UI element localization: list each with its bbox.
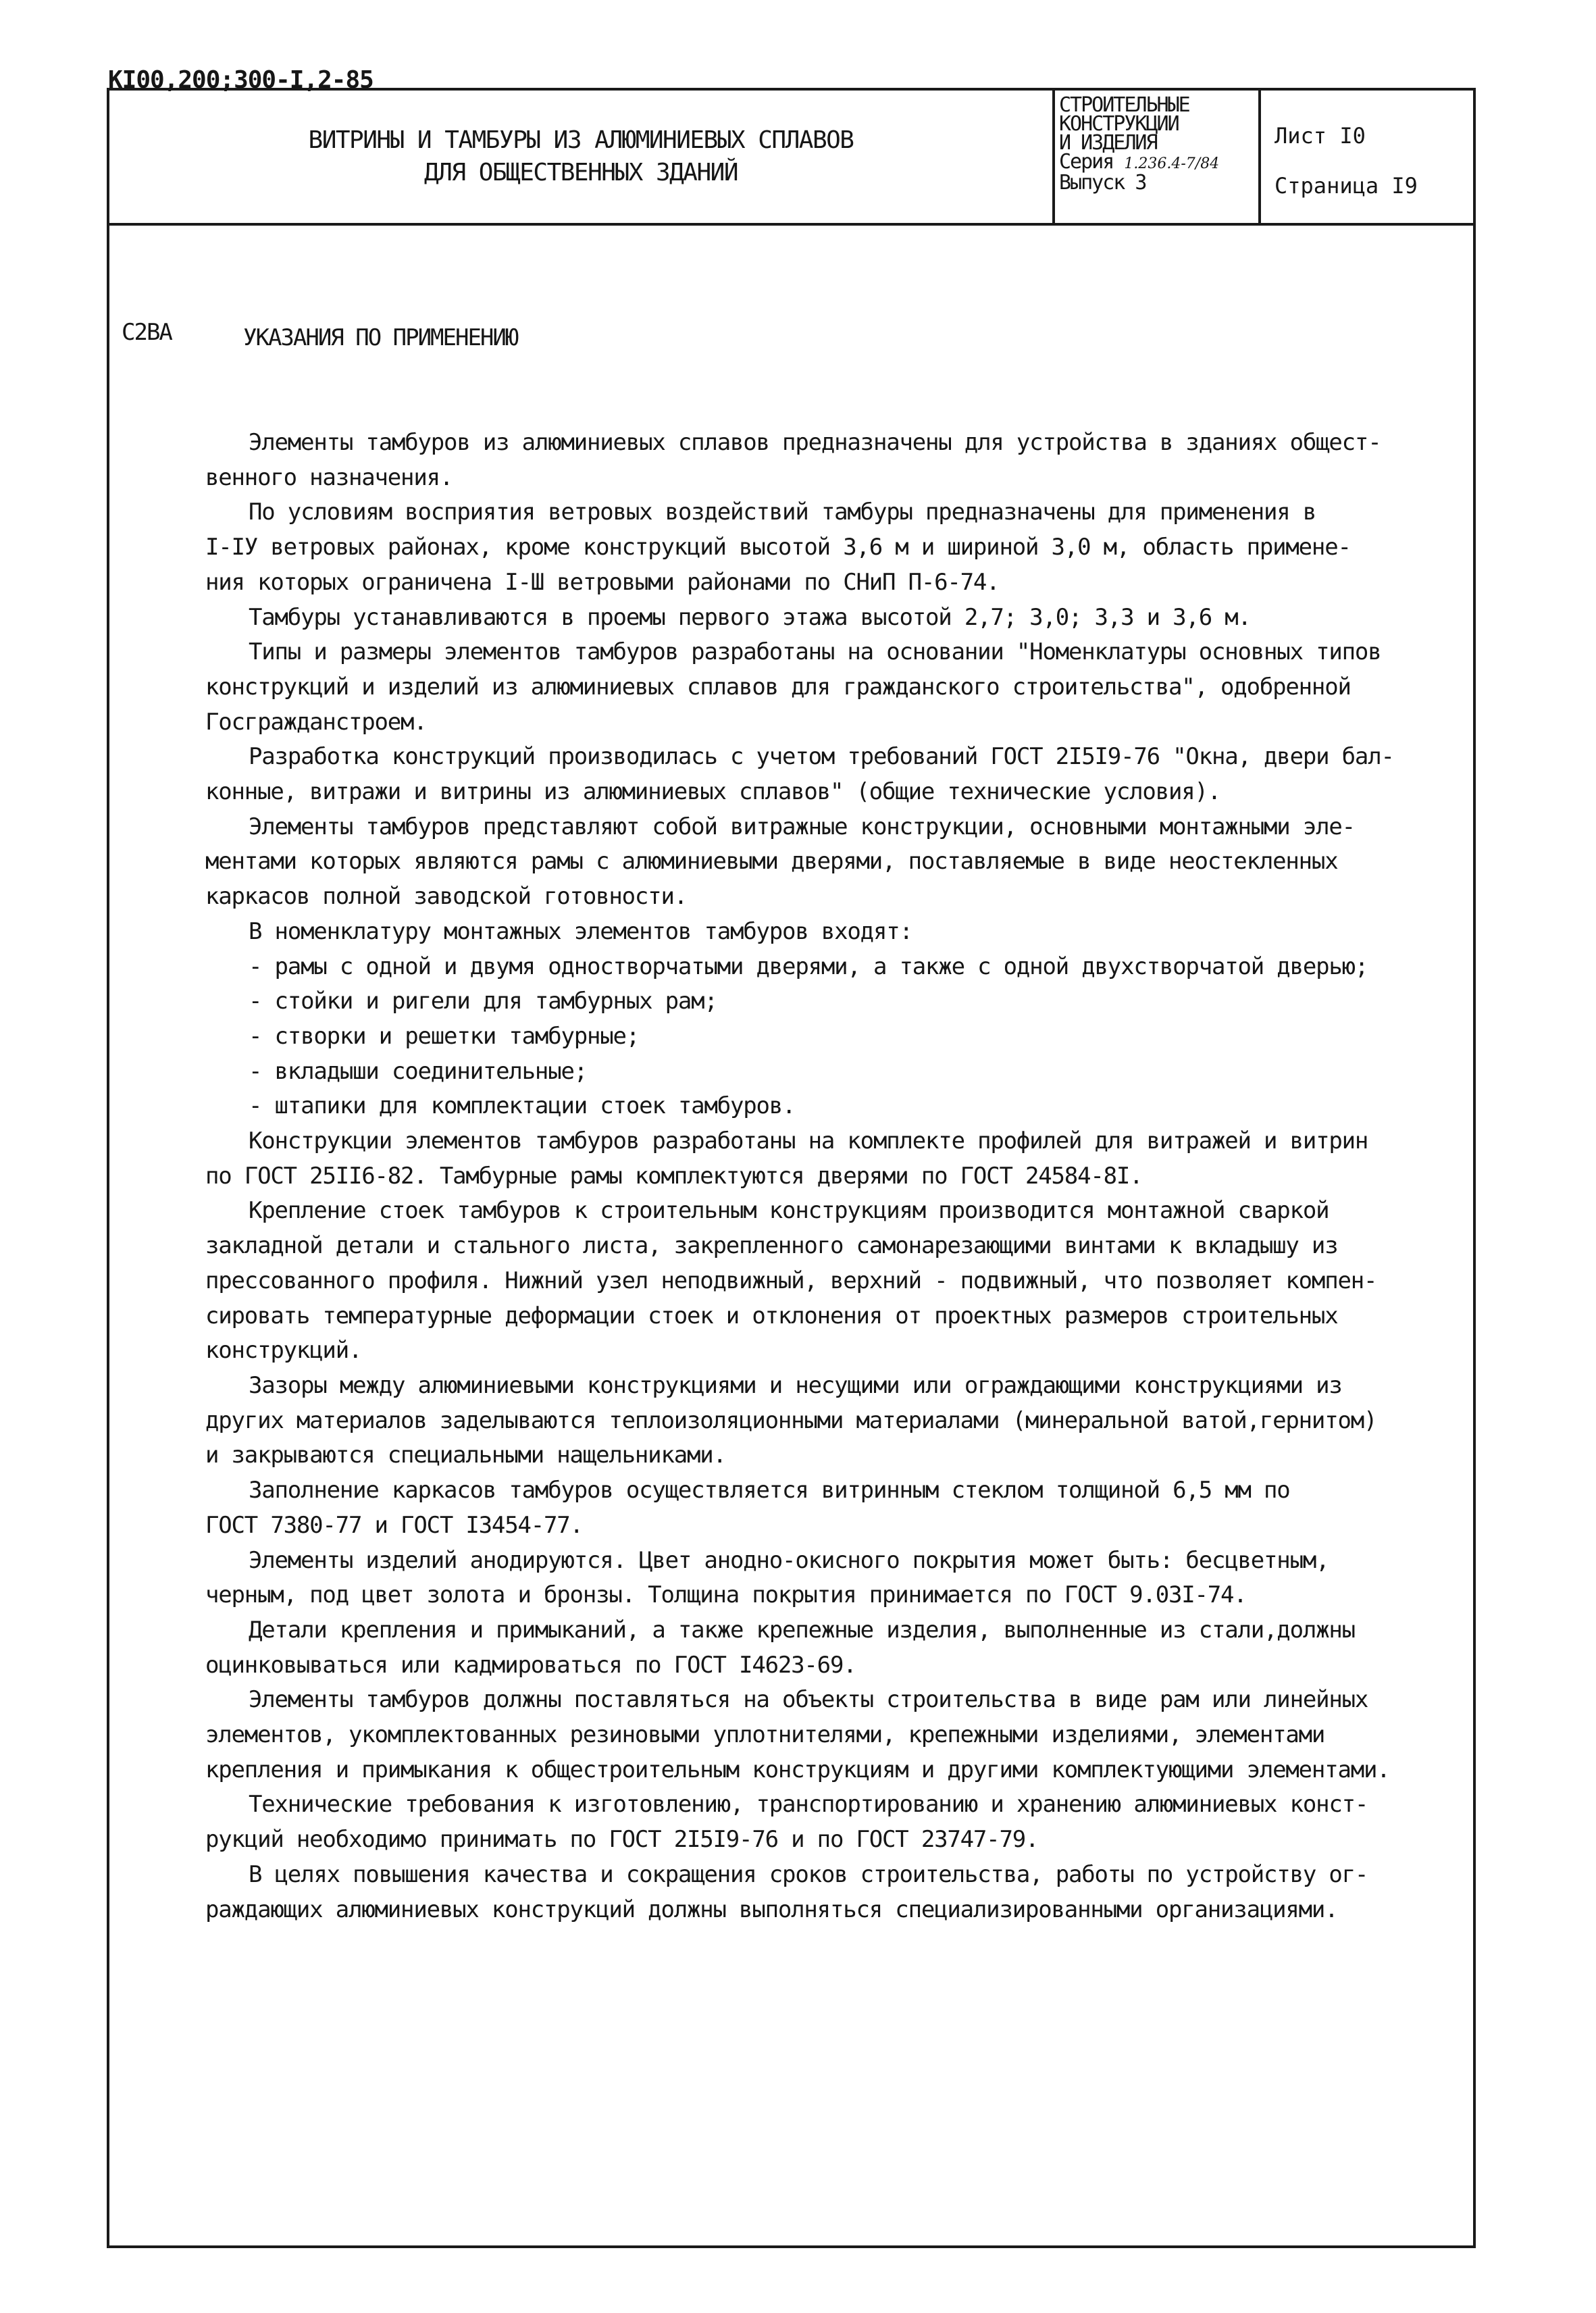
series-cell <box>1055 91 1261 223</box>
paragraph-10: Зазоры между алюминиевыми конструкциями и несущими или ограждающими конструкциями из других материалов заделываются теплоизоляционными материалами (минеральной ватой,гернитом) и закрываются специальными нащельниками. <box>205 1371 1377 1469</box>
title-block <box>109 91 1473 226</box>
category-line-3: И ИЗДЕЛИЯ <box>1059 131 1157 155</box>
list-item-1: - рамы с одной и двумя одностворчатыми дверями, а также с одной двухстворчатой дверью; <box>249 952 1368 980</box>
paragraph-3: Тамбуры устанавливаются в проемы первого этажа высотой 2,7; 3,0; 3,3 и 3,6 м. <box>249 603 1251 631</box>
sheet-cell <box>1261 91 1473 223</box>
body-text <box>205 426 1475 1927</box>
paragraph-2: По условиям восприятия ветровых воздействий тамбуры предназначены для применения в I-IУ ветровых районах, кроме конструкций высотой 3,6 м и шириной 3,0 м, область примене- ния которых ограничена I-Ш ветровыми районами по СНиП П-6-74. <box>205 499 1351 596</box>
series-number: 1.236.4-7/84 <box>1124 155 1220 172</box>
category-line-2: КОНСТРУКЦИИ <box>1059 112 1179 136</box>
paragraph-16: В целях повышения качества и сокращения сроков строительства, работы по устройству ог- раждающих алюминиевых конструкций должны выполняться специализированными организациями. <box>205 1860 1368 1923</box>
document-title <box>109 91 1055 223</box>
title-line-1: ВИТРИНЫ И ТАМБУРЫ ИЗ АЛЮМИНИЕВЫХ СПЛАВОВ <box>308 126 854 154</box>
category-line-1: СТРОИТЕЛЬНЫЕ <box>1059 93 1189 117</box>
section-code: С2ВА <box>122 319 172 346</box>
paragraph-1: Элементы тамбуров из алюминиевых сплавов предназначены для устройства в зданиях общест- венного назначения. <box>205 429 1381 491</box>
sheet-number: Лист I0 <box>1275 123 1366 149</box>
paragraph-5: Разработка конструкций производилась с учетом требований ГОСТ 2I5I9-76 "Окна, двери бал- конные, витражи и витрины из алюминиевых сплавов" (общие технические условия). <box>205 743 1394 806</box>
paragraph-15: Технические требования к изготовлению, транспортированию и хранению алюминиевых конст- рукций необходимо принимать по ГОСТ 2I5I9-76 и по ГОСТ 23747-79. <box>205 1791 1368 1854</box>
page-number: Страница I9 <box>1275 173 1418 199</box>
series-label: Серия <box>1059 150 1114 174</box>
paragraph-12: Элементы изделий анодируются. Цвет анодно-окисного покрытия может быть: бесцветным, черным, под цвет золота и бронзы. Толщина покрытия принимается по ГОСТ 9.03I-74. <box>205 1546 1329 1609</box>
paragraph-11: Заполнение каркасов тамбуров осуществляется витринным стеклом толщиной 6,5 мм по ГОСТ 7380-77 и ГОСТ I3454-77. <box>205 1477 1290 1539</box>
section-heading: УКАЗАНИЯ ПО ПРИМЕНЕНИЮ <box>243 324 518 351</box>
paragraph-6: Элементы тамбуров представляют собой витражные конструкции, основными монтажными эле- ментами которых являются рамы с алюминиевыми дверями, поставляемые в виде неостекленных каркасов полной заводской готовности. <box>205 813 1355 911</box>
document-code: КI00,200;300-I,2-85 <box>108 66 374 94</box>
paragraph-13: Детали крепления и примыканий, а также крепежные изделия, выполненные из стали,должны оцинковываться или кадмироваться по ГОСТ I4623-69. <box>205 1616 1355 1679</box>
paragraph-7: В номенклатуру монтажных элементов тамбуров входят: <box>249 917 912 945</box>
paragraph-14: Элементы тамбуров должны поставляться на объекты строительства в виде рам или линейных элементов, укомплектованных резиновыми уплотнителями, крепежными изделиями, элементами крепления и примыкания к общестроительным конструкциям и другими комплектующими элементами. <box>205 1686 1390 1783</box>
list-item-5: - штапики для комплектации стоек тамбуров. <box>249 1092 796 1120</box>
paragraph-9: Крепление стоек тамбуров к строительным конструкциям производится монтажной сваркой закладной детали и стального листа, закрепленного самонарезающими винтами к вкладышу из прессованного профиля. Нижний узел неподвижный, верхний - подвижный, что позволяет компен- сировать температурные деформации стоек и отклонения от проектных размеров строительных конструкций. <box>205 1197 1377 1365</box>
title-line-2: ДЛЯ ОБЩЕСТВЕННЫХ ЗДАНИЙ <box>424 159 738 186</box>
list-item-4: - вкладыши соединительные; <box>249 1057 588 1085</box>
issue-number: Выпуск 3 <box>1059 171 1146 195</box>
list-item-3: - створки и решетки тамбурные; <box>249 1022 640 1050</box>
paragraph-4: Типы и размеры элементов тамбуров разработаны на основании "Номенклатуры основных типов конструкций и изделий из алюминиевых сплавов для гражданского строительства", одобренной Госгражданстроем. <box>205 638 1381 736</box>
paragraph-8: Конструкции элементов тамбуров разработаны на комплекте профилей для витражей и витрин по ГОСТ 25II6-82. Тамбурные рамы комплектуются дверями по ГОСТ 24584-8I. <box>205 1127 1368 1190</box>
list-item-2: - стойки и ригели для тамбурных рам; <box>249 988 717 1015</box>
